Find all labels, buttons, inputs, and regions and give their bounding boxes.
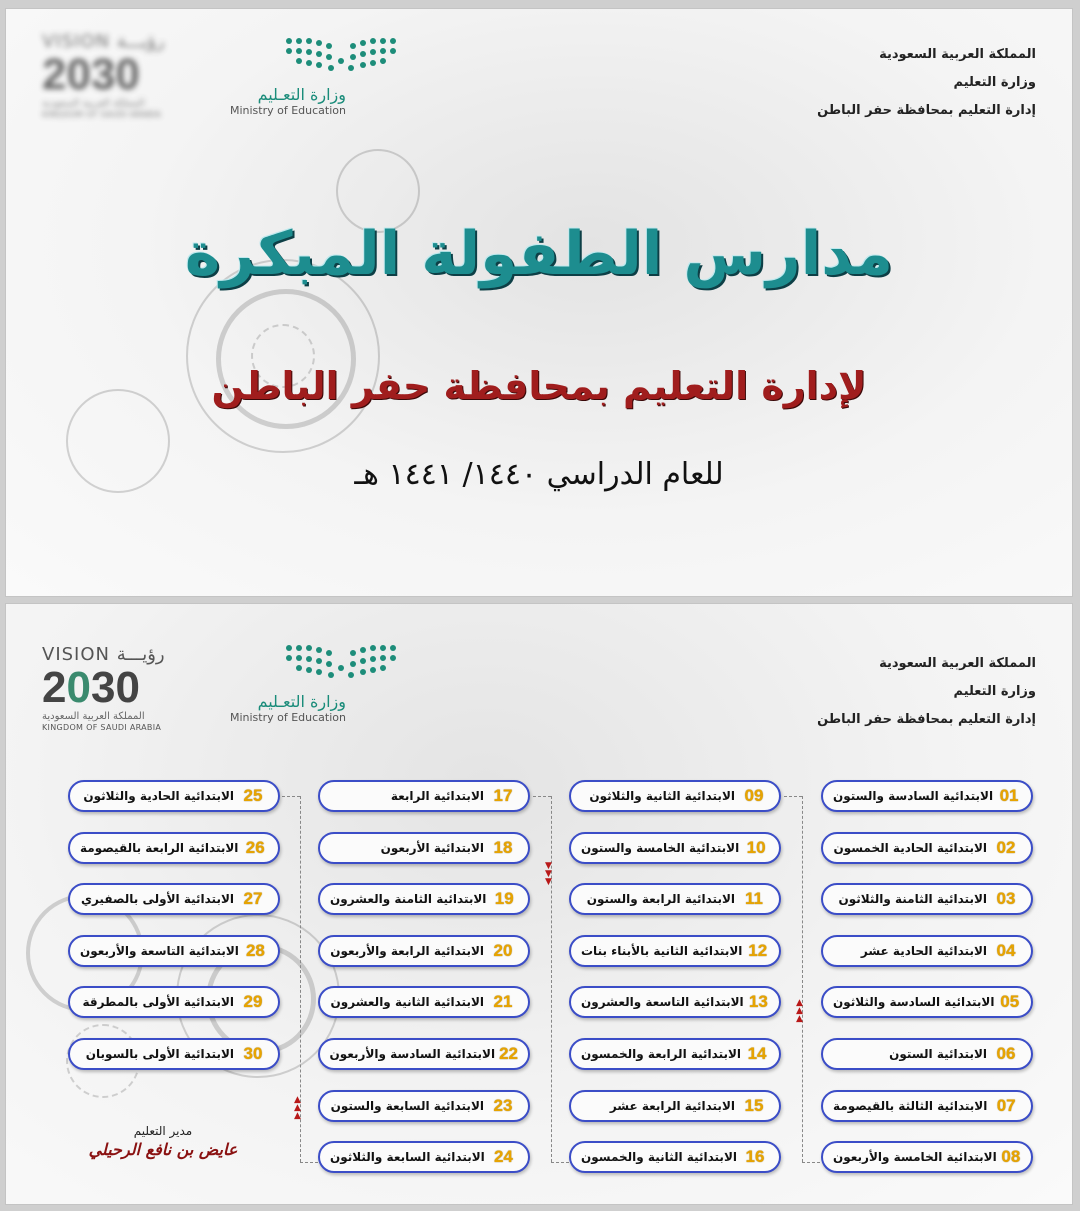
school-item — [318, 1141, 530, 1173]
school-item — [821, 832, 1033, 864]
kingdom-name: المملكة العربية السعودية — [879, 656, 1036, 671]
column-connector — [802, 1162, 820, 1163]
school-number: 24 — [493, 1147, 513, 1167]
cover-subtitle: لإدارة التعليم بمحافظة حفر الباطن — [211, 364, 867, 408]
school-name: الابتدائية الخامسة والستون — [581, 840, 740, 855]
moe-name-en: Ministry of Education — [229, 104, 346, 117]
school-name: الابتدائية الثانية والعشرون — [330, 995, 484, 1010]
vision-number: 2030 — [42, 50, 140, 99]
school-name: الابتدائية الرابعة والخمسون — [581, 1046, 742, 1061]
school-item — [318, 935, 530, 967]
vision-word-ar: رؤيـــة — [116, 644, 165, 665]
school-name: الابتدائية الثامنة والعشرون — [330, 892, 487, 907]
ministry-of-education-logo — [216, 642, 346, 752]
school-item — [68, 780, 280, 812]
school-name: الابتدائية السادسة والثلاثون — [833, 995, 995, 1010]
school-number: 05 — [1000, 992, 1020, 1012]
school-name: الابتدائية الخامسة والأربعون — [833, 1150, 997, 1165]
vision-kingdom-en: KINGDOM OF SAUDI ARABIA — [42, 723, 162, 732]
school-item — [821, 780, 1033, 812]
school-name: الابتدائية السابعة والستون — [330, 1098, 484, 1113]
school-number: 13 — [748, 992, 768, 1012]
cover-card — [5, 8, 1073, 597]
school-name: الابتدائية الرابعة والأربعون — [330, 943, 484, 958]
director-signature: عايض بن نافع الرحيلي — [88, 1140, 238, 1159]
school-number: 04 — [996, 940, 1016, 960]
school-name: الابتدائية الحادية والثلاثون — [83, 789, 234, 803]
school-number: 07 — [996, 1095, 1016, 1115]
school-number: 11 — [745, 889, 763, 909]
school-name: الابتدائية الأولى بالمطرقة — [82, 995, 234, 1010]
school-item — [318, 1090, 530, 1122]
school-item — [569, 832, 781, 864]
school-number: 27 — [243, 889, 263, 909]
column-connector — [802, 796, 803, 1162]
school-item — [569, 1090, 781, 1122]
arrow-down-icon: ▼ ▼ ▼ — [545, 861, 552, 887]
school-number: 02 — [996, 837, 1016, 857]
school-number: 26 — [245, 837, 265, 857]
school-number: 15 — [744, 1095, 764, 1115]
school-number: 14 — [747, 1043, 767, 1063]
ministry-name: وزارة التعليم — [953, 684, 1036, 699]
schools-column-3 — [318, 780, 530, 1193]
moe-name-ar: وزارة التعـليم — [257, 692, 346, 711]
ministry-of-education-logo — [216, 35, 346, 145]
school-name: الابتدائية الأولى بالسوبان — [85, 1046, 234, 1061]
director-signature-block — [78, 1124, 248, 1159]
school-item — [821, 883, 1033, 915]
school-item — [821, 1141, 1033, 1173]
school-name: الابتدائية الحادية عشر — [860, 943, 987, 958]
school-name: الابتدائية الحادية الخمسون — [833, 840, 987, 855]
kingdom-name: المملكة العربية السعودية — [879, 47, 1036, 62]
school-item — [68, 883, 280, 915]
school-item — [569, 780, 781, 812]
school-item — [318, 883, 530, 915]
moe-dots-icon — [281, 35, 401, 75]
school-item — [68, 986, 280, 1018]
school-name: الابتدائية الرابعة بالقيصومة — [80, 840, 239, 855]
header-text-block — [817, 650, 1036, 734]
vision-word-en: VISION — [42, 31, 110, 52]
vision-kingdom-en: KINGDOM OF SAUDI ARABIA — [42, 110, 162, 119]
school-item — [821, 986, 1033, 1018]
column-connector — [533, 796, 551, 797]
school-number: 29 — [243, 992, 263, 1012]
schools-column-4 — [68, 780, 280, 1090]
school-item — [318, 832, 530, 864]
moe-name-ar: وزارة التعـليم — [257, 85, 346, 104]
vision-kingdom-ar: المملكة العربية السعودية — [42, 98, 145, 109]
department-name: إدارة التعليم بمحافظة حفر الباطن — [817, 712, 1036, 727]
school-name: الابتدائية الستون — [889, 1046, 987, 1061]
school-name: الابتدائية الرابعة عشر — [609, 1098, 735, 1113]
school-item — [821, 1090, 1033, 1122]
column-connector — [551, 1162, 569, 1163]
arrow-down-icon: ▲ ▲ ▲ — [796, 998, 803, 1024]
school-item — [569, 935, 781, 967]
school-number: 01 — [999, 786, 1019, 805]
school-number: 28 — [245, 940, 265, 960]
school-name: الابتدائية التاسعة والأربعون — [80, 943, 239, 958]
moe-name-en: Ministry of Education — [229, 711, 346, 724]
school-name: الابتدائية الثالثة بالقيصومة — [833, 1098, 988, 1113]
vision-2030-logo — [42, 31, 202, 141]
school-name: الابتدائية الأولى بالصفيري — [80, 892, 234, 907]
school-name: الابتدائية السادسة والستون — [833, 789, 994, 803]
school-number: 10 — [746, 837, 766, 857]
school-name: الابتدائية الرابعة والستون — [586, 892, 735, 907]
schools-column-2 — [569, 780, 781, 1193]
school-item — [821, 1038, 1033, 1070]
school-number: 30 — [243, 1043, 263, 1063]
column-connector — [551, 796, 552, 1162]
school-item — [318, 986, 530, 1018]
arrow-up-icon: ▲ ▲ ▲ — [294, 1095, 301, 1121]
ministry-name: وزارة التعليم — [953, 75, 1036, 90]
school-number: 21 — [493, 992, 513, 1012]
school-name: الابتدائية السادسة والأربعون — [329, 1046, 496, 1061]
school-name: الابتدائية الثانية والثلاثون — [589, 789, 735, 803]
school-name: الابتدائية التاسعة والعشرون — [581, 995, 744, 1010]
school-number: 25 — [243, 786, 263, 805]
vision-word-en: VISION — [42, 644, 110, 665]
school-item — [569, 1038, 781, 1070]
school-item — [68, 935, 280, 967]
director-role: مدير التعليم — [133, 1124, 193, 1138]
school-item — [318, 780, 530, 812]
school-number: 16 — [745, 1147, 765, 1167]
vision-word-ar: رؤيـــة — [116, 31, 165, 52]
column-connector — [300, 1162, 318, 1163]
cover-title: مدارس الطفولة المبكرة — [184, 219, 894, 289]
schools-list-card — [5, 603, 1073, 1205]
school-number: 08 — [1001, 1147, 1021, 1167]
school-number: 20 — [493, 940, 513, 960]
school-item — [569, 883, 781, 915]
vision-2030-logo — [42, 644, 202, 754]
school-item — [68, 832, 280, 864]
moe-dots-icon — [281, 642, 401, 682]
school-number: 23 — [493, 1095, 513, 1115]
school-name: الابتدائية السابعة والثلاثون — [330, 1150, 485, 1165]
school-number: 03 — [996, 889, 1016, 909]
school-number: 12 — [748, 940, 768, 960]
school-name: الابتدائية الثانية والخمسون — [581, 1150, 737, 1165]
school-name: الابتدائية الأربعون — [380, 840, 484, 855]
school-number: 22 — [499, 1043, 518, 1063]
vision-number: 2030 — [42, 663, 140, 712]
school-name: الابتدائية الثامنة والثلاثون — [838, 892, 987, 907]
school-number: 18 — [493, 837, 513, 857]
school-name: الابتدائية الرابعة — [390, 789, 484, 803]
school-item — [318, 1038, 530, 1070]
school-name: الابتدائية الثانية بالأبناء بنات — [581, 943, 743, 958]
school-item — [569, 1141, 781, 1173]
header-text-block — [817, 41, 1036, 125]
school-number: 19 — [494, 889, 514, 909]
schools-column-1 — [821, 780, 1033, 1193]
school-item — [569, 986, 781, 1018]
school-number: 17 — [493, 786, 513, 805]
school-item — [68, 1038, 280, 1070]
column-connector — [784, 796, 802, 797]
vision-kingdom-ar: المملكة العربية السعودية — [42, 711, 145, 722]
school-item — [821, 935, 1033, 967]
school-number: 06 — [996, 1043, 1016, 1063]
column-connector — [282, 796, 300, 797]
school-number: 09 — [744, 786, 764, 805]
department-name: إدارة التعليم بمحافظة حفر الباطن — [817, 103, 1036, 118]
cover-academic-year: للعام الدراسي ١٤٤٠/ ١٤٤١ هـ — [354, 457, 724, 492]
